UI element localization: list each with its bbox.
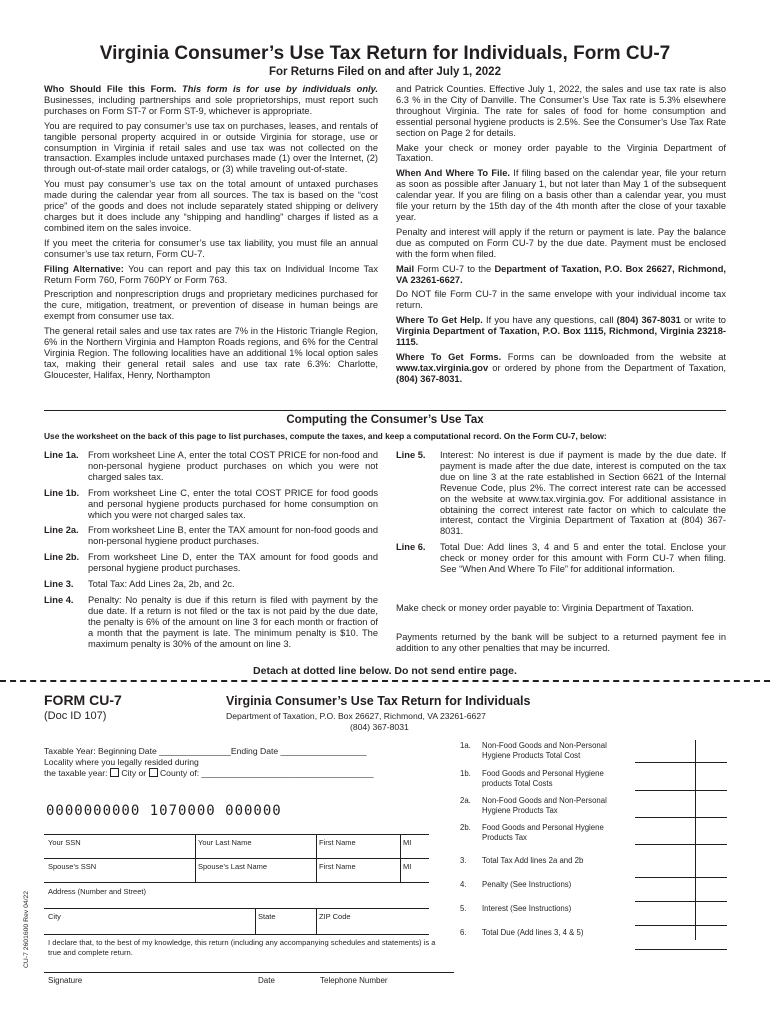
- detach-notice: Detach at dotted line below. Do not send entire page.: [253, 665, 517, 677]
- summary-line: [460, 823, 632, 843]
- mi-field[interactable]: MI: [403, 838, 412, 847]
- address-field[interactable]: Address (Number and Street): [48, 887, 146, 896]
- summary-line-label: Interest (See Instructions): [482, 904, 572, 913]
- summary-line: [460, 769, 632, 789]
- line-text: From worksheet Line A, enter the total COST PRICE for non-food and non-personal hygiene product purchases on which you were not charged sales tax.: [88, 450, 378, 482]
- summary-amount-field[interactable]: [635, 762, 727, 763]
- who-should-file: Who Should File this Form. This form is for use by individuals only. Businesses, including partnerships and sole proprietorships, must report such purchases on Form ST-7 or Form ST-9, whichever is appropriate.: [44, 84, 378, 116]
- summary-line: [460, 880, 632, 890]
- instruction-line: [44, 595, 378, 650]
- doc-id: (Doc ID 107): [44, 710, 107, 722]
- summary-line-label: Total Due (Add lines 3, 4 & 5): [482, 928, 584, 937]
- date-field[interactable]: Date: [258, 976, 275, 985]
- section-divider: [44, 410, 726, 411]
- signature-field[interactable]: Signature: [48, 976, 83, 985]
- paragraph: The general retail sales and use tax rates are 7% in the Historic Triangle Region, 6% in the Northern Virginia and Hampton Roads regions, and 6% for the Central Virginia Region. The following localities have an additional 1% local option sales tax, making their general retail sales and use tax rate 6.3%: Charlotte, Gloucester, Halifax, Henry, Northampton: [44, 326, 378, 380]
- line-text: Total Tax: Add Lines 2a, 2b, and 2c.: [88, 579, 235, 590]
- summary-line: [460, 741, 632, 761]
- telephone-field[interactable]: Telephone Number: [320, 976, 388, 985]
- payable-note: Make check or money order payable to: Virginia Department of Taxation.: [396, 603, 694, 613]
- computing-instruction: Use the worksheet on the back of this page to list purchases, compute the taxes, and keep a computational record. On the Form CU-7, below:: [44, 431, 607, 441]
- amount-column-divider: [695, 740, 696, 940]
- instruction-line: [396, 450, 726, 537]
- summary-line: [460, 904, 632, 914]
- summary-amount-field[interactable]: [635, 877, 727, 878]
- summary-line: [460, 928, 632, 938]
- summary-amount-field[interactable]: [635, 925, 727, 926]
- spouse-ssn-field[interactable]: Spouse’s SSN: [48, 862, 97, 871]
- summary-line: [460, 796, 632, 816]
- line-label: Line 1b.: [44, 487, 80, 498]
- instruction-line: [396, 542, 726, 575]
- summary-line-number: 4.: [460, 880, 467, 889]
- summary-amount-field[interactable]: [635, 817, 727, 818]
- instruction-line: [44, 450, 378, 483]
- mail-address: Mail Form CU-7 to the Department of Taxation, P.O. Box 26627, Richmond, VA 23261-6627.: [396, 263, 726, 285]
- city-checkbox[interactable]: [110, 768, 119, 777]
- vertical-form-code: CU-7 2601600 Rev 04/22: [23, 890, 30, 968]
- grid-line: [316, 908, 317, 934]
- summary-line-label: Non-Food Goods and Non-Personal Hygiene Products Tax: [482, 796, 607, 815]
- instruction-line: [44, 579, 378, 590]
- instruction-line: [44, 488, 378, 521]
- grid-line: [44, 908, 429, 909]
- dept-phone: (804) 367-8031: [350, 722, 409, 732]
- line-label: Line 2a.: [44, 525, 79, 536]
- spouse-first-name-field[interactable]: First Name: [319, 862, 356, 871]
- line-text: Total Due: Add lines 3, 4 and 5 and enter the total. Enclose your check or money order for this amount with Form CU-7 when filing. See “When And Where To File” for additional information.: [440, 542, 726, 575]
- paragraph: Penalty and interest will apply if the return or payment is late. Pay the balance due as computed on Form CU-7 by the due date. Payment must be enclosed with the form when filed.: [396, 226, 726, 259]
- spouse-mi-field[interactable]: MI: [403, 862, 412, 871]
- locality-label: Locality where you legally resided during: [44, 757, 199, 767]
- paragraph: Make your check or money order payable to the Virginia Department of Taxation.: [396, 142, 726, 164]
- computing-lines-right: [396, 450, 726, 580]
- grid-line: [44, 934, 429, 935]
- line-label: Line 5.: [396, 450, 426, 460]
- line-label: Line 1a.: [44, 450, 79, 460]
- signature-line: [44, 972, 454, 973]
- summary-line-number: 5.: [460, 904, 467, 913]
- paragraph: Prescription and nonprescription drugs and proprietary medicines purchased for the cure, mitigation, treatment, or prevention of disease in human beings are exempt from consumer use tax.: [44, 289, 378, 322]
- scanline: 0000000000 1070000 000000: [46, 803, 282, 819]
- dept-address: Department of Taxation, P.O. Box 26627, Richmond, VA 23261-6627: [226, 711, 486, 721]
- summary-amount-field[interactable]: [635, 790, 727, 791]
- paragraph: If you meet the criteria for consumer’s use tax liability, you must file an annual consumer’s use tax return, Form CU-7.: [44, 237, 378, 259]
- line-text: From worksheet Line B, enter the TAX amount for non-food goods and non-personal hygiene product purchases.: [88, 525, 378, 547]
- instructions-left-column: [44, 84, 378, 385]
- line-text: Interest: No interest is due if payment is made by the due date. If payment is made after the due date, interest is computed on the tax due on line 3 at the rate established in Section 6621 of the Internal Revenue Code, plus 2%. The correct interest rate can be accessed on the website at www.tax.virginia.gov. For additional assistance in obtaining the correct interest rate factor on which to calculate the interest, contact the Virginia Department of Taxation at (804) 367-8031.: [440, 450, 726, 537]
- summary-line-label: Non-Food Goods and Non-Personal Hygiene Products Total Cost: [482, 741, 607, 760]
- line-label: Line 6.: [396, 542, 426, 553]
- grid-line: [255, 908, 256, 934]
- computing-heading: Computing the Consumer’s Use Tax: [286, 414, 484, 426]
- summary-line-number: 3.: [460, 856, 467, 865]
- instruction-line: [44, 552, 378, 574]
- when-where-to-file: When And Where To File. If filing based on the calendar year, file your return as soon as possible after January 1, but not later than May 1 of the subsequent calendar year. If you are filing on a basis other than a calendar year, you must file your return by the 15th day of the 4th month after the close of your taxable year.: [396, 168, 726, 222]
- state-field[interactable]: State: [258, 912, 276, 921]
- grid-line: [400, 834, 401, 882]
- line-label: Line 2b.: [44, 552, 80, 563]
- line-label: Line 3.: [44, 579, 74, 590]
- page-subtitle: For Returns Filed on and after July 1, 2022: [269, 66, 501, 78]
- page-title: Virginia Consumer’s Use Tax Return for Individuals, Form CU-7: [99, 43, 671, 64]
- your-ssn-field[interactable]: Your SSN: [48, 838, 81, 847]
- paragraph: and Patrick Counties. Effective July 1, 2022, the sales and use tax rate is also 6.3 % in the City of Danville. The Consumer’s Use Tax rate is 5.3% elsewhere throughout Virginia. The rate for sales of food for home consumption and essential personal hygiene products is 2.5%. See the Consumer’s Use Tax Rate section on Page 2 for details.: [396, 84, 726, 138]
- grid-line: [44, 834, 429, 835]
- spouse-last-name-field[interactable]: Spouse’s Last Name: [198, 862, 268, 871]
- where-to-get-forms: Where To Get Forms. Forms can be downloaded from the website at www.tax.virginia.gov or ordered by phone from the Department of Taxation, (804) 367-8031.: [396, 351, 727, 384]
- returned-payment-note: Payments returned by the bank will be subject to a returned payment fee in addition to any other penalties that may be incurred.: [396, 632, 726, 653]
- city-field[interactable]: City: [48, 912, 61, 921]
- line-text: From worksheet Line C, enter the total COST PRICE for food goods and personal hygiene products purchased for home consumption on which you were not charged sales tax.: [88, 487, 378, 520]
- declaration: I declare that, to the best of my knowledge, this return (including any accompanying schedules and statements) is a true and complete return.: [48, 938, 436, 957]
- summary-amount-field[interactable]: [635, 949, 727, 950]
- instruction-line: [44, 525, 378, 547]
- summary-line-label: Penalty (See Instructions): [482, 880, 572, 889]
- line-text: Penalty: No penalty is due if this return is filed with payment by the due date. If a return is not filed or the tax is not paid by the due date, the penalty is 6% of the amount on line 3 for each month or fraction of a month that the payment is late. The minimum penalty is $10. The maximum penalty is 30% of the amount on line 3.: [88, 594, 378, 649]
- last-name-field[interactable]: Your Last Name: [198, 838, 252, 847]
- summary-line: [460, 856, 632, 866]
- summary-line-number: 1a.: [460, 741, 471, 750]
- summary-amount-field[interactable]: [635, 901, 727, 902]
- summary-line-label: Food Goods and Personal Hygiene products Total Costs: [482, 769, 604, 788]
- line-text: From worksheet Line D, enter the TAX amount for food goods and personal hygiene product purchases.: [88, 552, 378, 574]
- detach-line[interactable]: [0, 680, 770, 682]
- summary-line-number: 1b.: [460, 769, 471, 778]
- grid-line: [316, 834, 317, 882]
- zip-field[interactable]: ZIP Code: [319, 912, 351, 921]
- where-to-get-help: Where To Get Help. If you have any questions, call (804) 367-8031 or write to Virginia Department of Taxation, P.O. Box 1115, Richmond, Virginia 23218-1115.: [396, 315, 726, 348]
- first-name-field[interactable]: First Name: [319, 838, 356, 847]
- summary-line-number: 6.: [460, 928, 467, 937]
- filing-alternative: Filing Alternative: You can report and pay this tax on Individual Income Tax Return Form 760, Form 760PY or Form 763.: [44, 263, 378, 285]
- form-title: Virginia Consumer’s Use Tax Return for Individuals: [226, 694, 531, 708]
- summary-line-label: Total Tax Add lines 2a and 2b: [482, 856, 584, 865]
- instructions-right-column: [396, 84, 726, 389]
- paragraph: You are required to pay consumer’s use tax on purchases, leases, and rentals of tangible personal property acquired in or outside Virginia for storage, use or consumption in Virginia if retail sales and use tax was not collected on the transaction. Examples include untaxed purchases made (1) over the Internet, (2) through out-of-state mail order catalogs, or (3) while traveling out-of-state.: [44, 120, 378, 175]
- line-label: Line 4.: [44, 594, 74, 605]
- grid-line: [195, 834, 196, 882]
- summary-line-number: 2b.: [460, 823, 471, 832]
- county-checkbox[interactable]: [149, 768, 158, 777]
- summary-line-number: 2a.: [460, 796, 471, 805]
- grid-line: [44, 858, 429, 859]
- form-name: FORM CU-7: [44, 692, 122, 708]
- grid-line: [44, 882, 429, 883]
- summary-line-label: Food Goods and Personal Hygiene Products Tax: [482, 823, 604, 842]
- computing-lines-left: [44, 450, 378, 655]
- summary-amount-field[interactable]: [635, 844, 727, 845]
- locality-row: the taxable year: City or County of: ____________________________________: [44, 768, 374, 778]
- paragraph: Do NOT file Form CU-7 in the same envelope with your individual income tax return.: [396, 289, 726, 311]
- paragraph: You must pay consumer’s use tax on the total amount of untaxed purchases made during the calendar year from all sources. The tax is based on the “cost price” of the goods and does not include separately stated shipping or delivery charges but it does include any “shipping and handling” charges if listed as a combined item on the sales invoice.: [44, 179, 378, 233]
- taxable-year-field[interactable]: Taxable Year: Beginning Date _______________Ending Date __________________: [44, 746, 367, 756]
